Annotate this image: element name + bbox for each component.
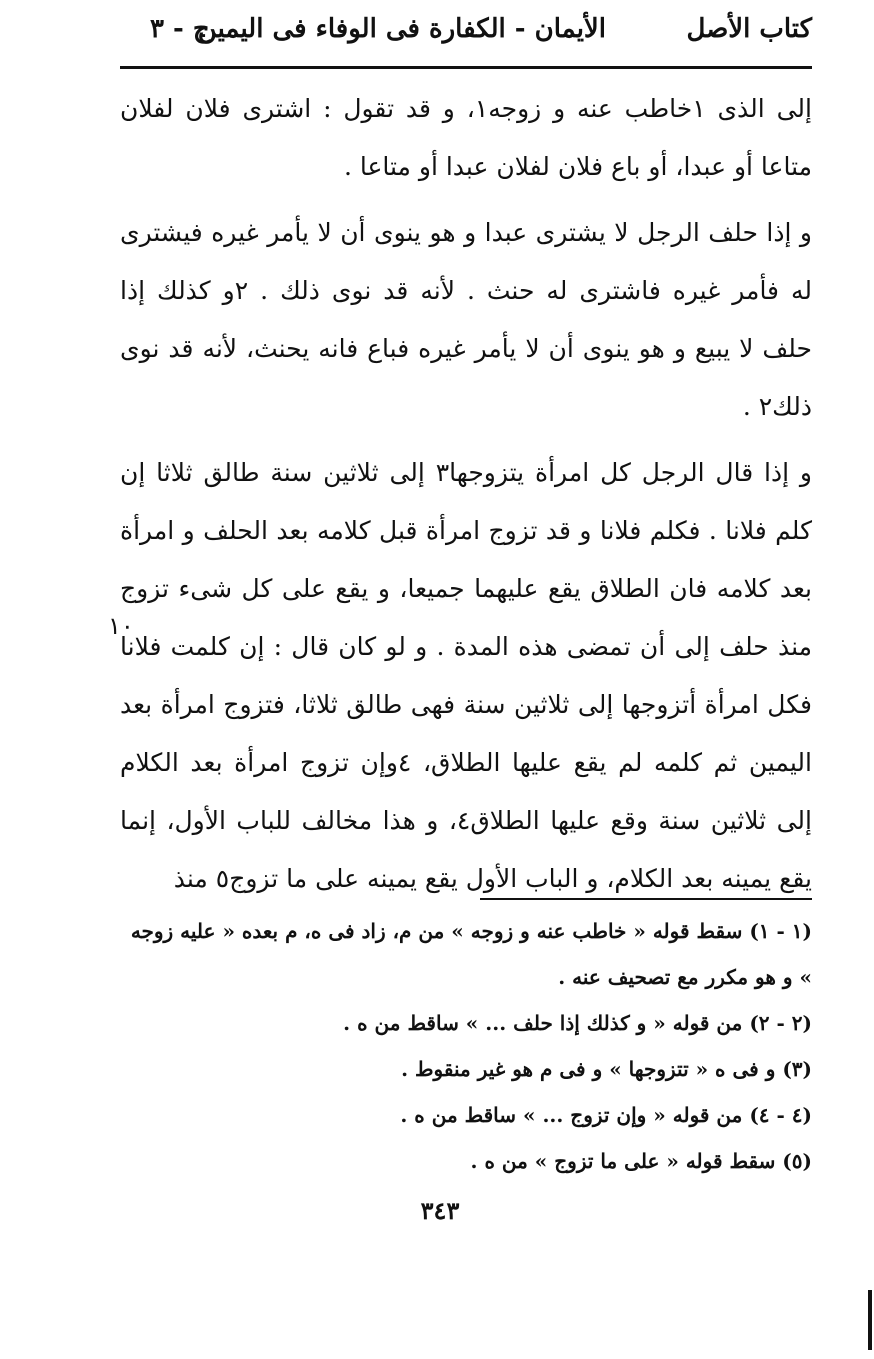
page-number: ٣٤٣ <box>420 1196 460 1225</box>
footnote: (٣) و فى ه « تتزوجها » و فى م هو غير منقوط . <box>401 1057 812 1081</box>
footnotes <box>130 908 812 1184</box>
paragraph: و إذا قال الرجل كل امرأة يتزوجها٣ إلى ثلاثين سنة طالق ثلاثا إن كلم فلانا . فكلم فلانا و قد تزوج امرأة قبل كلامه بعد الحلف و امرأة بعد كلامه فان الطلاق يقع عليهما جميعا، و يقع على كل شىء تزوج منذ حلف إلى أن تمضى هذه المدة . و لو كان قال : إن كلمت فلانا فكل امرأة أتزوجها إلى ثلاثين سنة فهى طالق ثلاثا، فتزوج امرأة بعد اليمين ثم كلمه لم يقع عليها الطلاق، ٤وإن تزوج امرأة بعد الكلام إلى ثلاثين سنة وقع عليها الطلاق٤، و هذا مخالف للباب الأول، إنما يقع يمينه بعد الكلام، و الباب الأول يقع يمينه على ما تزوج٥ منذ <box>120 458 813 893</box>
paragraph: إلى الذى ١خاطب عنه و زوجه١، و قد تقول : اشترى فلان لفلان متاعا أو عبدا، أو باع فلان لفلان عبدا أو متاعا . <box>120 94 812 181</box>
running-header <box>120 14 812 62</box>
chapter-title: الأيمان - الكفارة فى الوفاء فى اليمين <box>197 14 606 44</box>
footnote-rule <box>480 898 812 900</box>
header-rule <box>120 66 812 69</box>
footnote: (٥) سقط قوله « على ما تزوج » من ه . <box>470 1149 812 1173</box>
volume-number: ج - ٣ <box>150 14 210 44</box>
book-title: كتاب الأصل <box>686 14 812 44</box>
main-text <box>120 80 812 916</box>
footnote: (٢ - ٢) من قوله « و كذلك إذا حلف ... » ساقط من ه . <box>343 1011 812 1035</box>
scan-edge-mark <box>868 1290 872 1350</box>
paragraph: و إذا حلف الرجل لا يشترى عبدا و هو ينوى أن لا يأمر غيره فيشترى له فأمر غيره فاشترى له حنث . لأنه قد نوى ذلك . ٢و كذلك إذا حلف لا يبيع و هو ينوى أن لا يأمر غيره فباع فانه يحنث، لأنه قد نوى ذلك٢ . <box>120 218 813 421</box>
margin-line-number: ١٠ <box>108 612 134 640</box>
footnote: (٤ - ٤) من قوله « وإن تزوج ... » ساقط من ه . <box>400 1103 812 1127</box>
footnote: (١ - ١) سقط قوله « خاطب عنه و زوجه » من م، زاد فى ه، م بعده « عليه زوجه » و هو مكرر مع تصحيف عنه . <box>130 919 812 989</box>
